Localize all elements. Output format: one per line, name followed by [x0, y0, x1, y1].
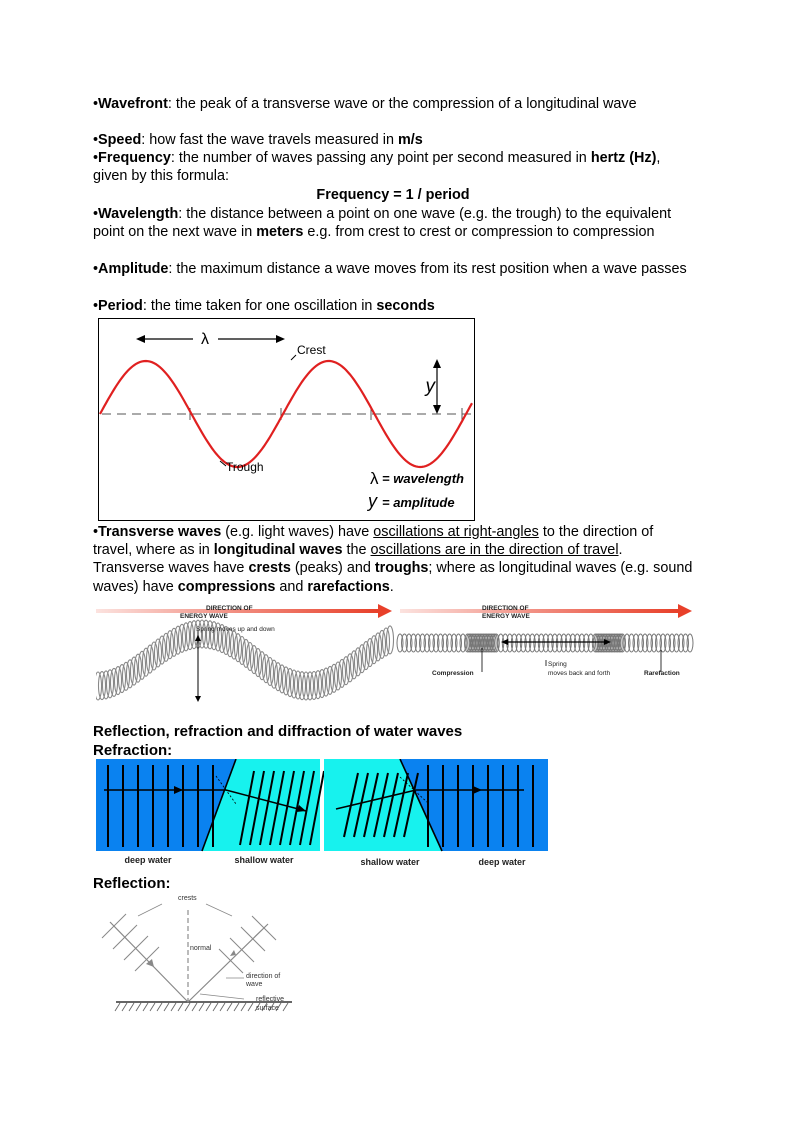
term-frequency: Frequency	[98, 150, 171, 166]
reflection-diagram	[96, 890, 296, 1016]
deep-water-label: deep water	[124, 855, 172, 865]
refraction-panel-deep-to-shallow	[96, 759, 324, 851]
wavelength-text: : the distance between a point on one wave (e.g. the trough) to the equivalent point on the next wave in	[93, 206, 672, 241]
crests-pointer	[206, 904, 232, 916]
frequency-definition	[93, 149, 693, 185]
surface-pointer	[200, 994, 244, 999]
spring-note: moves back and forth	[548, 670, 611, 677]
bullet: •	[93, 150, 99, 166]
term-rarefactions: rarefactions	[307, 578, 390, 595]
wavelength-tail: e.g. from crest to crest or compression to compression	[303, 224, 655, 241]
bullet: •	[93, 206, 99, 222]
bullet: •	[93, 96, 99, 112]
reflection-heading: Reflection:	[93, 875, 171, 892]
para-text: (peaks) and	[290, 560, 375, 577]
longitudinal-spring	[397, 634, 693, 652]
wave-diagram-frame	[99, 319, 475, 521]
y-symbol: y	[425, 376, 435, 397]
deep-water-label: deep water	[478, 857, 526, 867]
reflected-arrowhead	[230, 950, 236, 956]
crests-label: crests	[178, 895, 197, 902]
formula-text: Frequency = 1 / period	[316, 187, 470, 203]
term-longitudinal: longitudinal waves	[213, 542, 343, 559]
underlined-right-angles: oscillations at right-angles	[373, 524, 539, 540]
period-unit: seconds	[376, 298, 435, 314]
direction-label: ENERGY WAVE	[180, 613, 228, 620]
direction-label: wave	[246, 981, 263, 988]
spring-wave-diagram	[96, 600, 696, 705]
legend-y-symbol: y	[368, 491, 377, 511]
frequency-text: : the number of waves passing any point per second measured in	[170, 150, 591, 166]
normal-label: normal	[190, 945, 212, 952]
bullet: •	[93, 132, 99, 148]
energy-arrow-longitudinal	[400, 604, 692, 618]
crests-pointer	[138, 904, 162, 916]
bullet: •	[93, 298, 99, 314]
amplitude-definition	[93, 260, 693, 278]
transverse-longitudinal-paragraph	[93, 523, 693, 596]
frequency-unit: hertz (Hz)	[590, 150, 657, 166]
bullet: •	[93, 261, 99, 277]
frequency-formula	[93, 186, 693, 204]
para-text: the	[342, 542, 371, 559]
legend-wavelength: = wavelength	[382, 471, 464, 486]
period-text: : the time taken for one oscillation in	[142, 298, 377, 314]
trough-label: Trough	[226, 460, 264, 474]
shallow-water-label: shallow water	[360, 857, 420, 867]
speed-definition	[93, 131, 693, 149]
term-troughs: troughs	[374, 560, 429, 577]
reflected-ray	[188, 924, 268, 1002]
term-transverse: Transverse waves	[98, 524, 222, 540]
frequency-tail: , given by this formula:	[93, 150, 661, 185]
period-definition	[93, 297, 693, 315]
term-compressions: compressions	[177, 578, 276, 595]
refraction-diagram	[96, 759, 550, 871]
term-period: Period	[98, 298, 143, 314]
wavelength-definition	[93, 205, 693, 241]
underlined-direction-of-travel: oscillations are in the direction of travel	[370, 542, 619, 559]
term-wavefront: Wavefront	[98, 96, 168, 112]
crest-label: Crest	[297, 343, 326, 357]
para-text: .	[389, 578, 394, 595]
surface-label: reflective	[256, 996, 285, 1003]
wavefront-text: : the peak of a transverse wave or the compression of a longitudinal wave	[167, 96, 637, 112]
para-text: . Transverse waves have	[93, 542, 623, 577]
bullet: •	[93, 524, 99, 540]
para-text: ; where as longitudinal waves (e.g. sound waves) have	[93, 560, 693, 595]
legend-amplitude: = amplitude	[382, 495, 455, 510]
refraction-panel-shallow-to-deep	[324, 759, 548, 851]
rarefaction-label: Rarefaction	[644, 670, 680, 677]
wavefront-definition	[93, 95, 693, 113]
para-text: (e.g. light waves) have	[221, 524, 374, 540]
speed-text: : how fast the wave travels measured in	[141, 132, 398, 148]
transverse-spring-note: Spring moves up and down	[196, 626, 275, 633]
direction-label: DIRECTION OF	[206, 605, 253, 612]
amplitude-text: : the maximum distance a wave moves from its rest position when a wave passes	[168, 261, 687, 277]
section-heading: Reflection, refraction and diffraction of water waves	[93, 723, 463, 740]
spring-note: Spring	[548, 661, 567, 668]
speed-unit: m/s	[398, 132, 423, 148]
para-text: to the direction of travel, where as in	[93, 524, 654, 559]
direction-label: ENERGY WAVE	[482, 613, 530, 620]
direction-label: direction of	[246, 973, 281, 980]
term-amplitude: Amplitude	[98, 261, 169, 277]
legend-lambda-symbol: λ	[370, 469, 379, 488]
wave-diagram	[98, 318, 475, 521]
refraction-heading: Refraction:	[93, 742, 173, 759]
surface-label: surface	[256, 1005, 279, 1012]
compression-label: Compression	[432, 670, 474, 677]
lambda-symbol: λ	[201, 331, 209, 348]
direction-label: DIRECTION OF	[482, 605, 529, 612]
term-speed: Speed	[98, 132, 142, 148]
shallow-water-label: shallow water	[234, 855, 294, 865]
term-crests: crests	[248, 560, 291, 577]
wavelength-unit: meters	[256, 224, 304, 241]
term-wavelength: Wavelength	[98, 206, 179, 222]
para-text: and	[275, 578, 308, 595]
